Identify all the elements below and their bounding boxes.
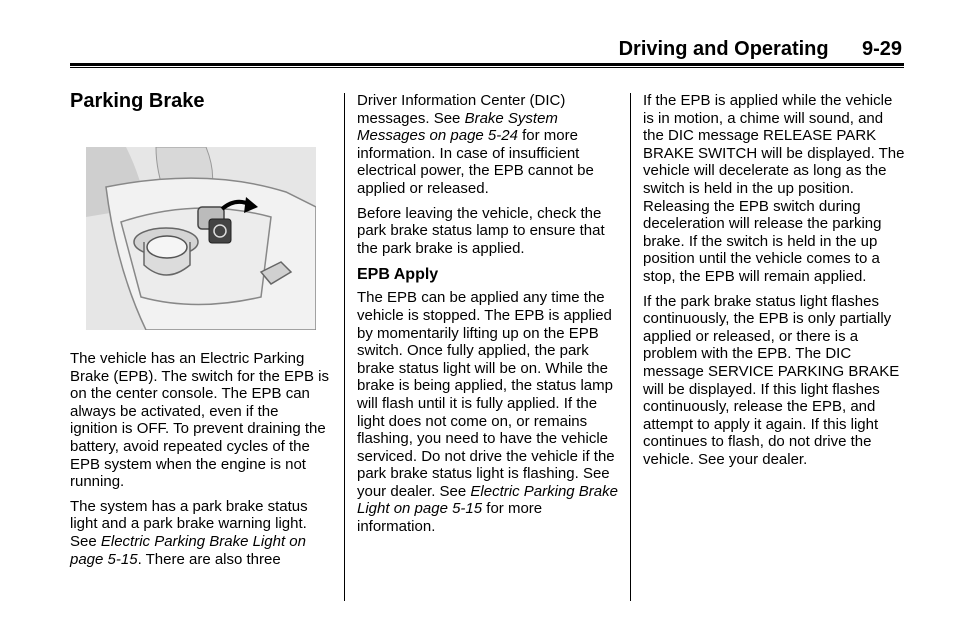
column-divider-2 xyxy=(630,93,631,601)
column-1 xyxy=(70,350,330,568)
header-section-title: Driving and Operating 9-29 xyxy=(618,38,902,60)
motion-paragraph: If the EPB is applied while the vehicle is in motion, a chime will sound, and the DIC message RELEASE PARK BRAKE SWITCH will be displayed. The vehicle will decelerate as long as the switch is held in the up position. Releasing the EPB switch during deceleration will release the parking brake. If the switch is held in the up position until the vehicle comes to a stop, the EPB will remain applied. xyxy=(643,92,905,285)
status-light-paragraph: The system has a park brake status light and a park brake warning light. See Electric Parking Brake Light on page 5-15. There are also three xyxy=(70,497,308,568)
subheading-epb-apply: EPB Apply xyxy=(357,266,439,284)
column-divider-1 xyxy=(344,93,345,601)
column-2 xyxy=(357,92,619,536)
flashing-light-paragraph: If the park brake status light flashes continuously, the EPB is only partially applied or released, or there is a problem with the EPB. The DIC message SERVICE PARKING BRAKE will be displayed. If this light flashes continuously, release the EPB, and attempt to apply it again. If this light continues to flash, do not drive the vehicle. See your dealer. xyxy=(643,292,900,468)
epb-apply-paragraph: The EPB can be applied any time the vehicle is stopped. The EPB is applied by momentarily lifting up on the EPB switch. Once fully applied, the park brake status light will be on. While the brake is being applied, the status lamp will flash until it is fully applied. If the light does not come on, or remains flashing, you need to have the vehicle serviced. Do not drive the vehicle if the park brake status light is flashing. See your dealer. See Electric Parking Brake Light on page 5-15 for more information. xyxy=(357,289,618,536)
intro-paragraph: The vehicle has an Electric Parking Brake (EPB). The switch for the EPB is on the center console. The EPB can always be activated, even if the ignition is OFF. To prevent draining the battery, avoid repeated cycles of the EPB system when the engine is not running. xyxy=(70,350,329,491)
page-number: 9-29 xyxy=(861,38,902,60)
cross-reference-link[interactable]: Brake System Messages on page 5-24 xyxy=(357,109,558,145)
header-rule xyxy=(70,63,904,66)
header-rule-thin xyxy=(70,67,904,68)
section-heading: Parking Brake xyxy=(70,90,205,112)
cross-reference-link[interactable]: Electric Parking Brake Light on page 5-15 xyxy=(70,532,306,568)
epb-console-illustration xyxy=(86,147,316,330)
column-3 xyxy=(643,92,905,468)
dic-paragraph: Driver Information Center (DIC) messages. See Brake System Messages on page 5-24 for more information. In case of insufficient electrical power, the EPB cannot be applied or released. xyxy=(357,92,594,197)
cross-reference-link[interactable]: Electric Parking Brake Light on page 5-15 xyxy=(357,482,618,518)
before-leaving-paragraph: Before leaving the vehicle, check the park brake status lamp to ensure that the park brake is applied. xyxy=(357,204,605,257)
